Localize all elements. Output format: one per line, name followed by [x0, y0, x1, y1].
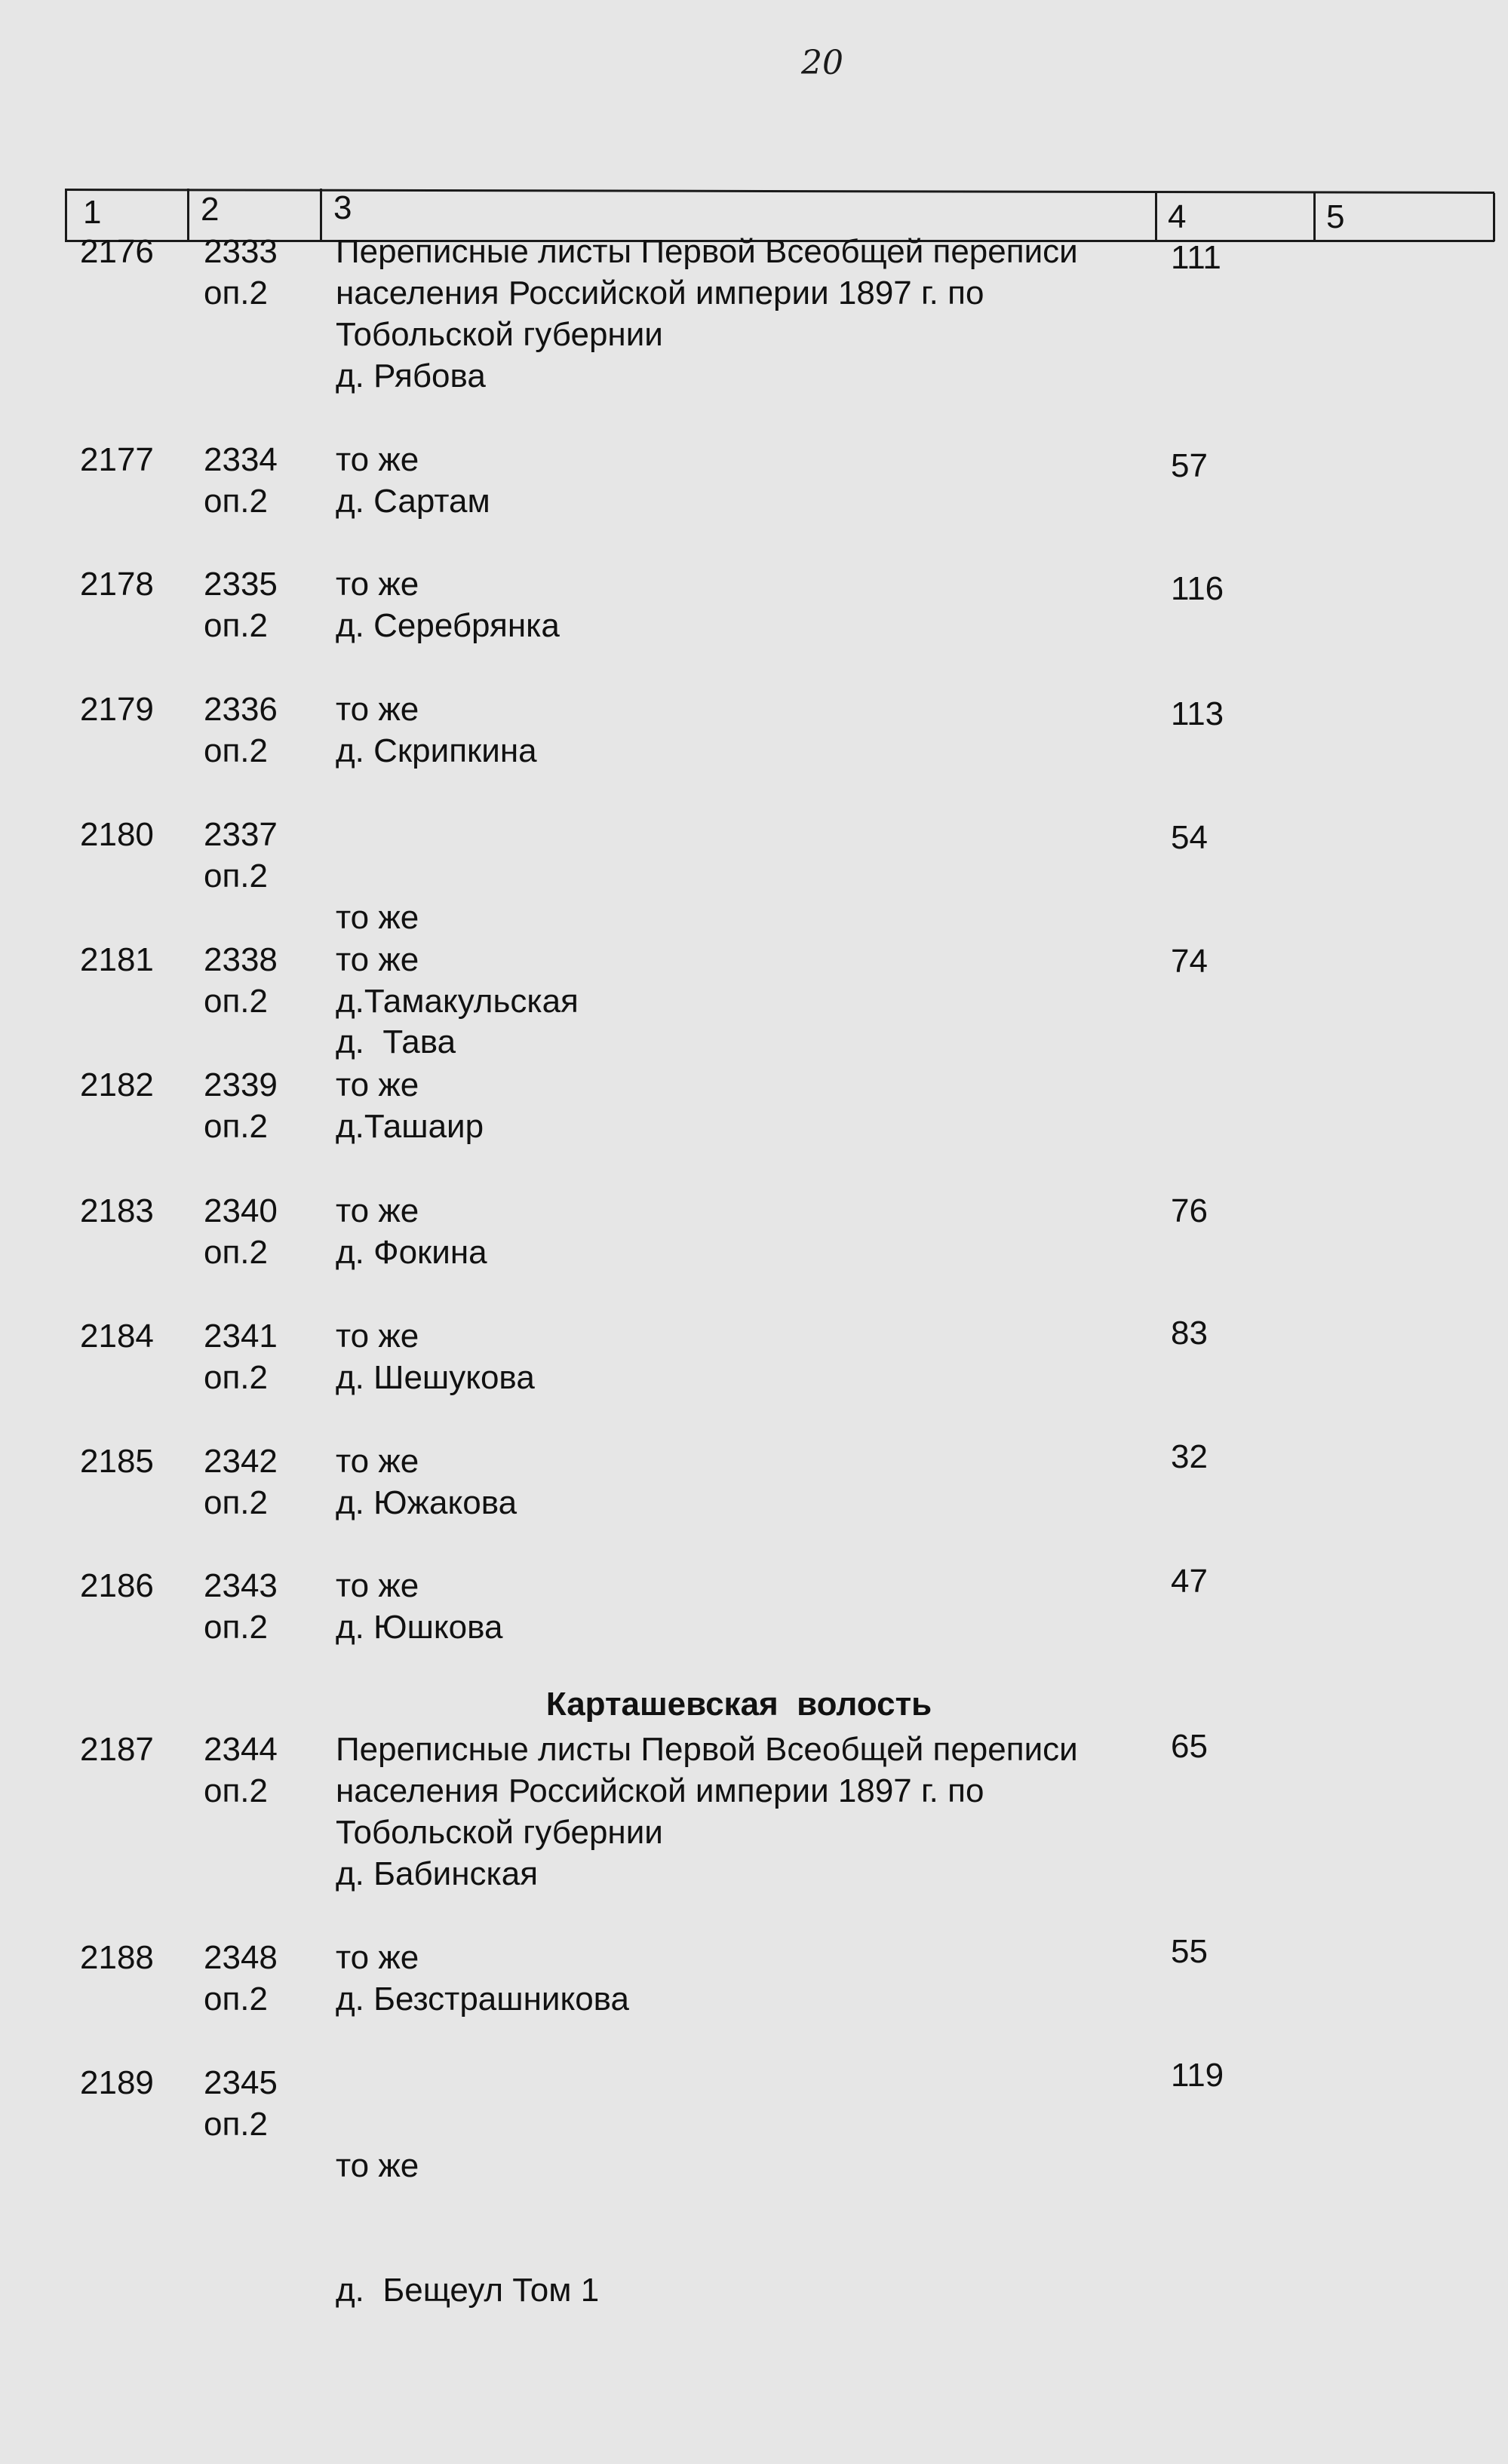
header-divider-4 [1313, 193, 1316, 241]
header-right-border [1493, 193, 1495, 241]
fond-cell [204, 1441, 278, 1524]
description-line: то же [336, 1066, 419, 1103]
opis-label: оп.2 [204, 732, 268, 769]
sheets-count: 54 [1171, 819, 1208, 856]
description-line: д. Тава [336, 1023, 456, 1060]
fond-number: 2334 [204, 441, 278, 478]
fond-cell [204, 231, 278, 314]
fond-cell [204, 439, 278, 522]
description-line: Переписные листы Первой Всеобщей переписи [336, 233, 1078, 270]
description-line: населения Российской империи 1897 г. по [336, 1772, 984, 1809]
sheets-count: 83 [1171, 1315, 1208, 1352]
sheets-count: 113 [1171, 695, 1224, 732]
row-number: 2182 [80, 1066, 154, 1103]
opis-label: оп.2 [204, 1484, 268, 1521]
sheets-count: 65 [1171, 1728, 1208, 1765]
fond-number: 2340 [204, 1192, 278, 1229]
row-number: 2183 [80, 1192, 154, 1229]
fond-number: 2338 [204, 941, 278, 978]
header-col-5: 5 [1326, 198, 1345, 235]
opis-label: оп.2 [204, 1772, 268, 1809]
fond-cell [204, 1315, 278, 1398]
description-line: Тобольской губернии [336, 316, 663, 353]
description-line: то же [336, 1567, 419, 1604]
sheets-count: 74 [1171, 943, 1208, 980]
row-number: 2189 [80, 2064, 154, 2101]
fond-number: 2341 [204, 1318, 278, 1355]
description-line: д. Рябова [336, 357, 486, 394]
row-number: 2177 [80, 441, 154, 478]
header-left-border [65, 189, 67, 241]
description-line: д. Сартам [336, 483, 490, 520]
sheets-count: 47 [1171, 1563, 1208, 1600]
description-cell [336, 1729, 1078, 1895]
page-number: 20 [801, 44, 843, 82]
description-line: д. Скрипкина [336, 732, 537, 769]
description-line: то же [336, 1939, 419, 1976]
fond-cell [204, 1729, 278, 1812]
description-line: то же [336, 1443, 419, 1480]
section-heading-text: Карташевская волость [545, 1686, 932, 1723]
description-line: д. Бещеул Том 1 [336, 2272, 600, 2309]
header-col-3: 3 [333, 189, 352, 226]
description-line: д.Тамакульская [336, 983, 579, 1020]
header-col-4: 4 [1168, 198, 1187, 235]
description-cell [336, 1937, 629, 2020]
header-divider-1 [187, 189, 189, 241]
fond-cell [204, 1565, 278, 1648]
description-line: то же [336, 691, 419, 728]
fond-cell [204, 563, 278, 646]
fond-cell [204, 1937, 278, 2020]
description-cell [336, 1441, 517, 1524]
description-line: д.Ташаир [336, 1108, 484, 1145]
row-number: 2188 [80, 1939, 154, 1976]
fond-number: 2333 [204, 233, 278, 270]
fond-number: 2344 [204, 1731, 278, 1768]
description-cell [336, 689, 537, 772]
opis-label: оп.2 [204, 1108, 268, 1145]
row-number: 2187 [80, 1731, 154, 1768]
opis-label: оп.2 [204, 275, 268, 311]
opis-label: оп.2 [204, 1981, 268, 2018]
header-divider-3 [1155, 193, 1157, 241]
fond-number: 2336 [204, 691, 278, 728]
row-number: 2178 [80, 566, 154, 603]
fond-number: 2348 [204, 1939, 278, 1976]
description-line: д. Юшкова [336, 1609, 503, 1646]
fond-cell [204, 2062, 278, 2145]
fond-cell [204, 1190, 278, 1273]
description-cell [336, 1315, 535, 1398]
description-line: д. Шешукова [336, 1359, 535, 1396]
description-line: д. Серебрянка [336, 607, 560, 644]
sheets-count: 111 [1171, 239, 1221, 276]
opis-label: оп.2 [204, 983, 268, 1020]
fond-cell [204, 939, 278, 1022]
opis-label: оп.2 [204, 483, 268, 520]
row-number: 2176 [80, 233, 154, 270]
sheets-count: 32 [1171, 1438, 1208, 1475]
header-col-1: 1 [83, 194, 102, 231]
sheets-count: 119 [1171, 2057, 1224, 2094]
description-cell [336, 2062, 599, 2394]
description-line: д. Фокина [336, 1234, 487, 1271]
description-cell [336, 1565, 502, 1648]
row-number: 2181 [80, 941, 154, 978]
opis-label: оп.2 [204, 858, 268, 894]
fond-number: 2342 [204, 1443, 278, 1480]
description-cell [336, 439, 490, 522]
description-line: то же [336, 1318, 419, 1355]
description-cell [336, 231, 1078, 397]
description-line: д. Безстрашникова [336, 1981, 630, 2018]
sheets-count: 76 [1171, 1192, 1208, 1229]
description-cell [336, 939, 579, 1022]
row-number: 2185 [80, 1443, 154, 1480]
row-number: 2179 [80, 691, 154, 728]
fond-number: 2343 [204, 1567, 278, 1604]
fond-number: 2339 [204, 1066, 278, 1103]
description-cell [336, 563, 560, 646]
fond-number: 2345 [204, 2064, 278, 2101]
opis-label: оп.2 [204, 1359, 268, 1396]
description-line: Тобольской губернии [336, 1814, 663, 1851]
header-divider-2 [320, 189, 322, 241]
sheets-count: 55 [1171, 1933, 1208, 1970]
description-line: Переписные листы Первой Всеобщей переписи [336, 1731, 1078, 1768]
header-col-2: 2 [201, 191, 220, 228]
opis-label: оп.2 [204, 2106, 268, 2143]
header-top-border [65, 189, 1494, 194]
row-number: 2184 [80, 1318, 154, 1355]
fond-number: 2337 [204, 816, 278, 853]
description-line: то же [336, 441, 419, 478]
description-line: то же [336, 899, 419, 936]
description-line: то же [336, 1192, 419, 1229]
fond-cell [204, 1064, 278, 1147]
description-line: то же [336, 941, 419, 978]
fond-cell [204, 689, 278, 772]
description-line: д. Южакова [336, 1484, 518, 1521]
section-heading [0, 1683, 1508, 1725]
sheets-count: 116 [1171, 570, 1224, 607]
description-cell [336, 1190, 487, 1273]
fond-number: 2335 [204, 566, 278, 603]
opis-label: оп.2 [204, 607, 268, 644]
opis-label: оп.2 [204, 1609, 268, 1646]
description-line: населения Российской империи 1897 г. по [336, 275, 984, 311]
description-line: то же [336, 566, 419, 603]
description-line: д. Бабинская [336, 1855, 539, 1892]
sheets-count: 57 [1171, 447, 1208, 484]
description-line: то же [336, 2147, 419, 2184]
fond-cell [204, 814, 278, 897]
description-cell [336, 1064, 484, 1147]
row-number: 2180 [80, 816, 154, 853]
opis-label: оп.2 [204, 1234, 268, 1271]
row-number: 2186 [80, 1567, 154, 1604]
